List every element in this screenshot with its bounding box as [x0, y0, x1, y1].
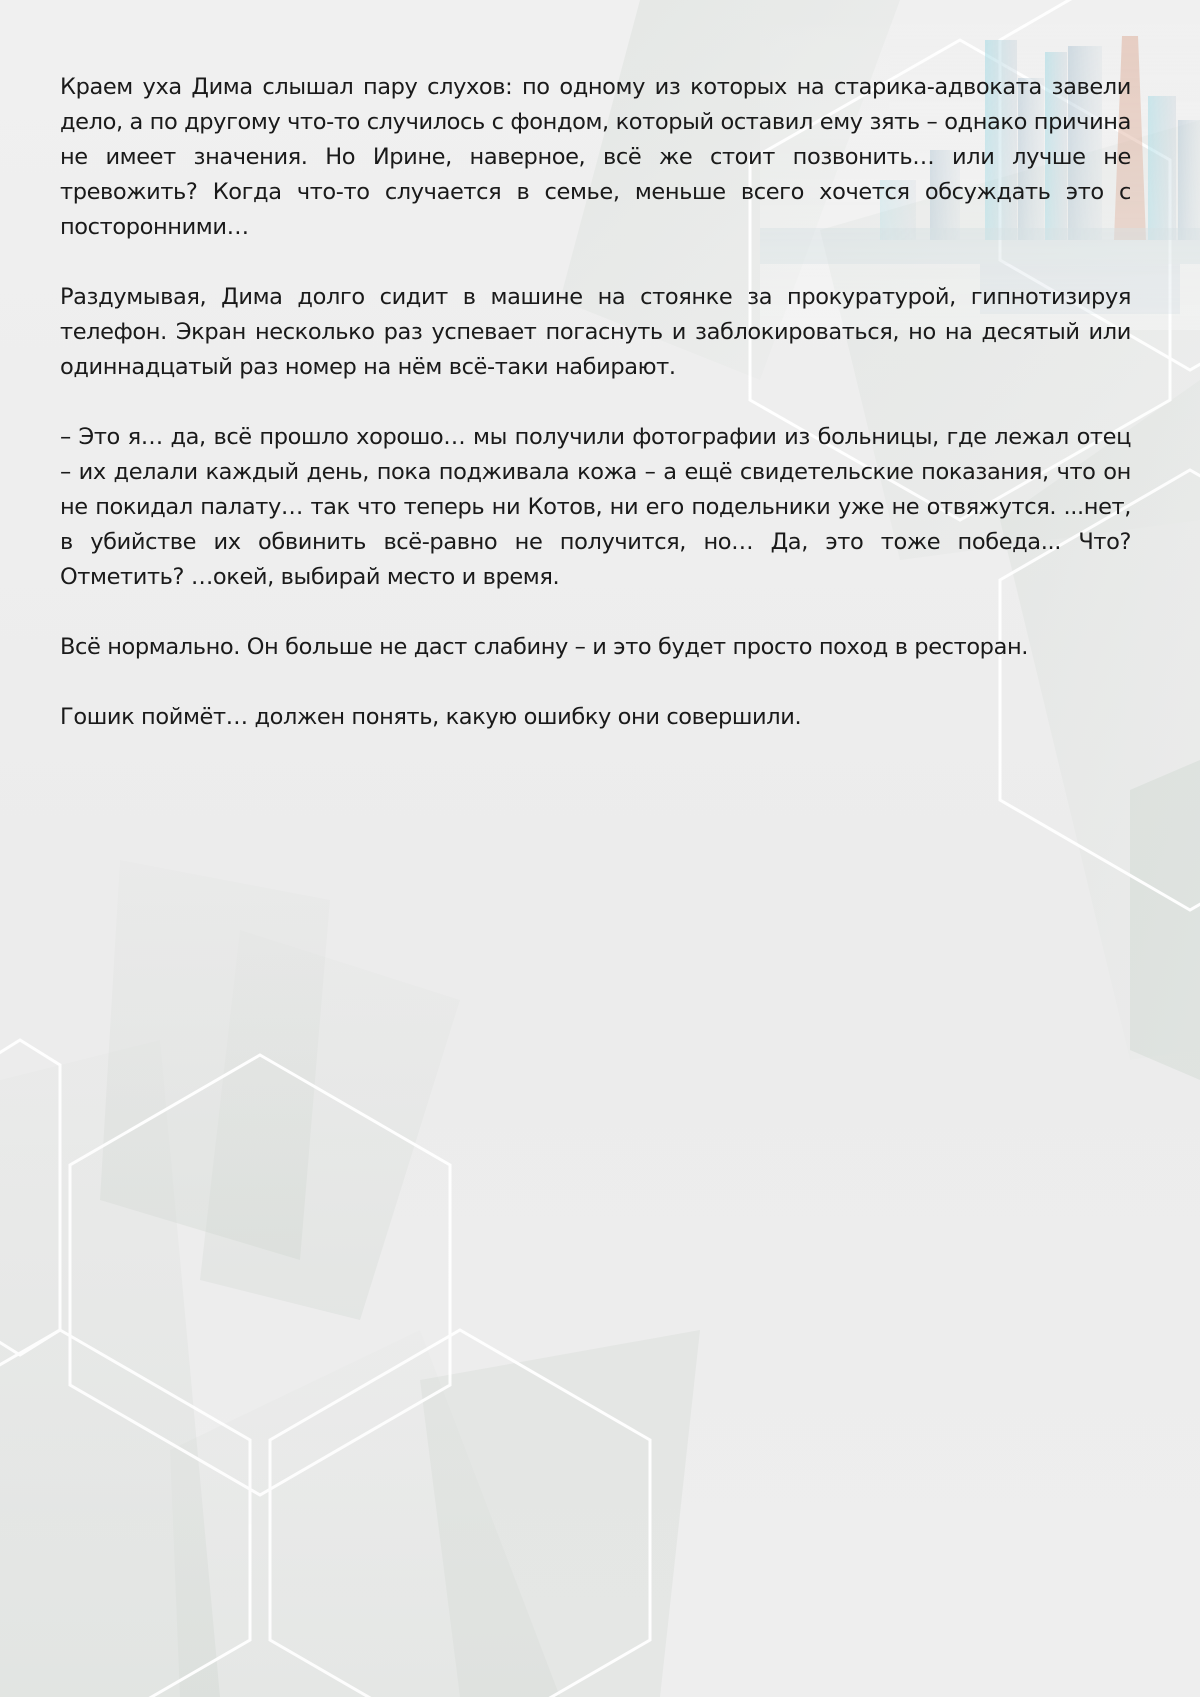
paragraph: Краем уха Дима слышал пару слухов: по одному из которых на старика-адвоката завели дело, а по другому что-то случилось с фондом, который оставил ему зять – однако причина не имеет значения. Но Ирине, наверное, всё же стоит позвонить… или лучше не тревожить? Когда что-то случается в семье, меньше всего хочется обсуждать это с посторонними… — [60, 74, 1131, 240]
story-text — [60, 70, 1131, 770]
paragraph: Всё нормально. Он больше не даст слабину – и это будет просто поход в ресторан. — [60, 634, 1029, 660]
paragraph: – Это я… да, всё прошло хорошо… мы получили фотографии из больницы, где лежал отец – их делали каждый день, пока подживала кожа – а ещё свидетельские показания, что он не покидал палату… так что теперь ни Котов, ни его подельники уже не отвяжутся. ...нет, в убийстве их обвинить всё-равно не получится, но… Да, это тоже победа... Что? Отметить? …окей, выбирай место и время. — [60, 424, 1131, 590]
paragraph: Раздумывая, Дима долго сидит в машине на стоянке за прокуратурой, гипнотизируя телефон. Экран несколько раз успевает погаснуть и заблокироваться, но на десятый или одиннадцатый раз номер на нём всё-таки набирают. — [60, 284, 1131, 380]
paragraph: Гошик поймёт… должен понять, какую ошибку они совершили. — [60, 704, 802, 730]
